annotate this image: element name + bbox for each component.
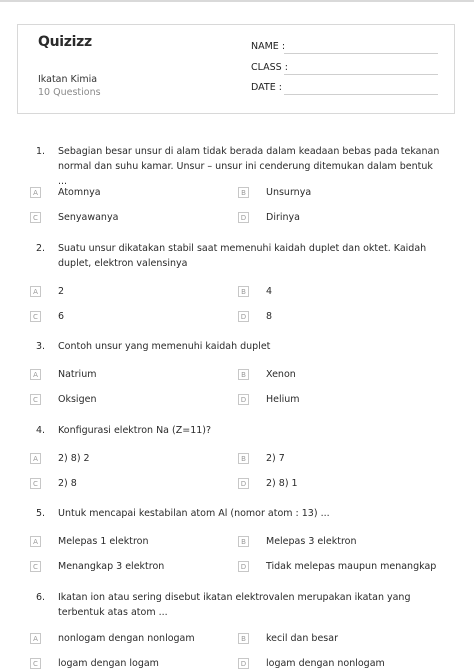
date-field[interactable] (284, 94, 438, 95)
class-label: CLASS : (251, 62, 288, 73)
option-c-marker[interactable]: C (30, 478, 41, 489)
option-b-text: kecil dan besar (266, 633, 338, 644)
option-d-marker[interactable]: D (238, 658, 249, 669)
question-text: Suatu unsur dikatakan stabil saat memenuhi kaidah duplet dan oktet. Kaidah duplet, elektron valensinya (58, 243, 427, 269)
option-c-marker[interactable]: C (30, 212, 41, 223)
option-a-marker[interactable]: A (30, 286, 41, 297)
question-text: Untuk mencapai kestabilan atom Al (nomor atom : 13) ... (58, 508, 330, 519)
page-top-bar (0, 0, 474, 2)
option-c-text: 6 (58, 311, 65, 322)
option-b-text: 4 (266, 286, 273, 297)
option-d-text: logam dengan nonlogam (266, 658, 385, 669)
option-b-marker[interactable]: B (238, 286, 249, 297)
option-a-marker[interactable]: A (30, 187, 41, 198)
option-d-marker[interactable]: D (238, 212, 249, 223)
option-d-marker[interactable]: D (238, 561, 249, 572)
option-b-marker[interactable]: B (238, 369, 249, 380)
question-text: Konfigurasi elektron Na (Z=11)? (58, 425, 212, 436)
option-a-text: Atomnya (58, 187, 101, 198)
option-c-marker[interactable]: C (30, 658, 41, 669)
question-number: 3. (36, 341, 46, 352)
option-b-text: Unsurnya (266, 187, 312, 198)
worksheet-question-count: 10 Questions (38, 87, 101, 98)
option-b-text: Melepas 3 elektron (266, 536, 357, 547)
option-c-text: Menangkap 3 elektron (58, 561, 165, 572)
question-text: Ikatan ion atau sering disebut ikatan elektrovalen merupakan ikatan yang terbentuk atas atom ... (58, 592, 411, 618)
question-number: 6. (36, 592, 46, 603)
option-c-text: logam dengan logam (58, 658, 159, 669)
option-a-marker[interactable]: A (30, 633, 41, 644)
option-d-text: 2) 8) 1 (266, 478, 298, 489)
option-d-marker[interactable]: D (238, 478, 249, 489)
option-a-text: Natrium (58, 369, 97, 380)
option-a-marker[interactable]: A (30, 536, 41, 547)
question-text: Contoh unsur yang memenuhi kaidah duplet (58, 341, 271, 352)
question-number: 2. (36, 243, 46, 254)
option-c-marker[interactable]: C (30, 311, 41, 322)
option-d-text: 8 (266, 311, 273, 322)
option-b-text: Xenon (266, 369, 296, 380)
option-d-marker[interactable]: D (238, 311, 249, 322)
worksheet-title: Ikatan Kimia (38, 74, 98, 85)
option-d-text: Tidak melepas maupun menangkap (266, 561, 437, 572)
name-label: NAME : (251, 41, 286, 52)
question-text: Sebagian besar unsur di alam tidak berada dalam keadaan bebas pada tekanan normal dan suhu kamar. Unsur – unsur ini cenderung ditemukan dalam bentuk ... (58, 146, 440, 187)
option-b-text: 2) 7 (266, 453, 285, 464)
option-a-text: 2) 8) 2 (58, 453, 90, 464)
name-field[interactable] (284, 53, 438, 54)
option-a-marker[interactable]: A (30, 453, 41, 464)
class-field[interactable] (284, 74, 438, 75)
option-b-marker[interactable]: B (238, 187, 249, 198)
option-d-marker[interactable]: D (238, 394, 249, 405)
option-b-marker[interactable]: B (238, 536, 249, 547)
option-a-text: 2 (58, 286, 65, 297)
option-c-text: Oksigen (58, 394, 97, 405)
option-c-marker[interactable]: C (30, 561, 41, 572)
question-number: 1. (36, 146, 46, 157)
option-a-text: nonlogam dengan nonlogam (58, 633, 195, 644)
question-number: 5. (36, 508, 46, 519)
question-number: 4. (36, 425, 46, 436)
option-d-text: Dirinya (266, 212, 300, 223)
date-label: DATE : (251, 82, 282, 93)
option-c-text: Senyawanya (58, 212, 119, 223)
option-b-marker[interactable]: B (238, 453, 249, 464)
option-a-text: Melepas 1 elektron (58, 536, 149, 547)
option-c-text: 2) 8 (58, 478, 77, 489)
quizizz-logo: Quizizz (38, 34, 92, 50)
option-a-marker[interactable]: A (30, 369, 41, 380)
option-b-marker[interactable]: B (238, 633, 249, 644)
option-c-marker[interactable]: C (30, 394, 41, 405)
option-d-text: Helium (266, 394, 300, 405)
